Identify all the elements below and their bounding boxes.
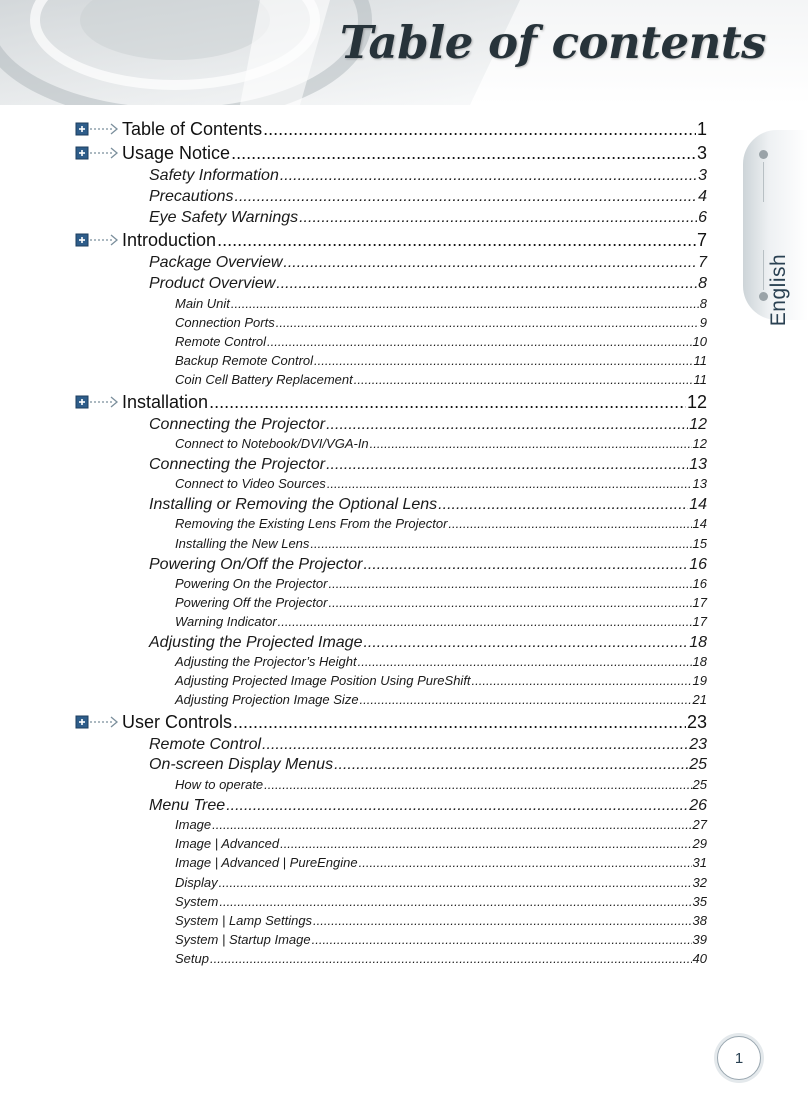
toc-leader-dots	[312, 932, 692, 947]
toc-entry[interactable]	[175, 516, 707, 532]
toc-entry-page: 7	[698, 254, 707, 271]
language-label: English	[767, 253, 790, 327]
toc-entry[interactable]	[149, 188, 707, 206]
toc-entry-page: 17	[692, 595, 707, 610]
toc-entry[interactable]	[175, 296, 707, 312]
tab-dot-top	[759, 150, 768, 159]
toc-leader-dots	[358, 654, 692, 669]
toc-entry-title: Usage Notice	[122, 143, 231, 163]
toc-entry-title: Menu Tree	[149, 797, 226, 814]
toc-entry[interactable]	[175, 614, 707, 630]
language-tab	[743, 130, 808, 327]
toc-entry[interactable]	[149, 556, 707, 574]
toc-entry-page: 21	[692, 692, 707, 707]
toc-entry-page: 11	[693, 372, 707, 387]
toc-entry-page: 13	[692, 476, 707, 491]
toc-entry-page: 9	[699, 315, 707, 330]
toc-leader-dots	[280, 836, 691, 851]
toc-entry[interactable]	[149, 209, 707, 227]
toc-entry-page: 3	[696, 143, 707, 163]
toc-entry-title: User Controls	[122, 712, 233, 732]
toc-entry[interactable]	[175, 334, 707, 350]
toc-entry[interactable]	[175, 436, 707, 452]
toc-leader-dots	[276, 315, 699, 330]
toc-leader-dots	[212, 817, 691, 832]
toc-entry-title: Safety Information	[149, 167, 279, 184]
toc-entry-title: Installing the New Lens	[175, 536, 310, 551]
toc-entry[interactable]	[175, 654, 707, 670]
toc-entry-title: Connecting the Projector	[149, 416, 326, 433]
toc-entry-title: Eye Safety Warnings	[149, 209, 299, 226]
toc-entry[interactable]	[149, 496, 707, 514]
toc-leader-dots	[438, 496, 688, 514]
plus-arrow-icon	[75, 714, 119, 730]
toc-entry-title: Product Overview	[149, 275, 276, 292]
toc-leader-dots	[363, 634, 688, 652]
toc-entry-title: Display	[175, 875, 218, 890]
toc-entry-title: Powering Off the Projector	[175, 595, 328, 610]
toc-leader-dots	[314, 353, 692, 368]
toc-leader-dots	[210, 951, 692, 966]
plus-arrow-icon	[75, 121, 119, 137]
toc-entry-page: 3	[698, 167, 707, 184]
toc-entry[interactable]	[175, 576, 707, 592]
toc-entry-page: 23	[689, 736, 707, 753]
toc-leader-dots	[313, 913, 691, 928]
toc-entry[interactable]	[175, 595, 707, 611]
toc-entry-title: System | Lamp Settings	[175, 913, 313, 928]
toc-entry-page: 18	[689, 634, 707, 651]
toc-entry-page: 18	[692, 654, 707, 669]
toc-entry-title: Powering On the Projector	[175, 576, 328, 591]
toc-leader-dots	[231, 143, 696, 164]
toc-entry[interactable]	[175, 372, 707, 388]
toc-entry-page: 16	[692, 576, 707, 591]
toc-leader-dots	[327, 476, 692, 491]
toc-entry-title: Connect to Notebook/DVI/VGA-In	[175, 436, 369, 451]
toc-leader-dots	[472, 673, 692, 688]
toc-entry-title: System | Startup Image	[175, 932, 311, 947]
toc-entry-page: 12	[686, 392, 707, 412]
toc-entry[interactable]	[122, 143, 707, 163]
toc-entry[interactable]	[149, 254, 707, 272]
toc-entry-title: Installing or Removing the Optional Lens	[149, 496, 438, 513]
toc-leader-dots	[299, 209, 697, 227]
tab-line-bottom	[763, 250, 764, 290]
toc-entry[interactable]	[175, 476, 707, 492]
toc-leader-dots	[263, 119, 696, 140]
toc-leader-dots	[231, 296, 699, 311]
toc-entry-page: 8	[698, 275, 707, 292]
toc-leader-dots	[363, 556, 688, 574]
toc-entry[interactable]	[149, 167, 707, 185]
toc-entry-title: Powering On/Off the Projector	[149, 556, 363, 573]
toc-entry-title: Introduction	[122, 230, 217, 250]
toc-leader-dots	[328, 595, 691, 610]
toc-entry-page: 12	[692, 436, 707, 451]
toc-leader-dots	[267, 334, 691, 349]
toc-leader-dots	[328, 576, 691, 591]
toc-entry[interactable]	[149, 756, 707, 774]
toc-leader-dots	[233, 712, 686, 733]
toc-entry[interactable]	[175, 932, 707, 948]
toc-entry-page: 13	[689, 456, 707, 473]
toc-entry-title: How to operate	[175, 777, 264, 792]
toc-leader-dots	[219, 894, 691, 909]
toc-entry-page: 39	[692, 932, 707, 947]
toc-leader-dots	[283, 254, 697, 272]
toc-entry-title: On-screen Display Menus	[149, 756, 334, 773]
toc-entry-title: Coin Cell Battery Replacement	[175, 372, 353, 387]
toc-entry-page: 16	[689, 556, 707, 573]
toc-entry[interactable]	[149, 797, 707, 815]
toc-entry-title: Package Overview	[149, 254, 283, 271]
toc-entry-page: 4	[698, 188, 707, 205]
toc-entry-title: Main Unit	[175, 296, 230, 311]
plus-arrow-icon	[75, 394, 119, 410]
toc-entry-title: Setup	[175, 951, 209, 966]
toc-entry-page: 12	[689, 416, 707, 433]
toc-entry-page: 8	[699, 296, 707, 311]
toc-leader-dots	[326, 416, 688, 434]
toc-entry[interactable]	[175, 536, 707, 552]
toc-entry[interactable]	[175, 817, 707, 833]
toc-entry-page: 29	[692, 836, 707, 851]
toc-entry-page: 19	[692, 673, 707, 688]
toc-entry[interactable]	[175, 875, 707, 891]
toc-entry-page: 27	[692, 817, 707, 832]
toc-entry-title: Adjusting Projection Image Size	[175, 692, 359, 707]
toc-entry-page: 7	[696, 230, 707, 250]
toc-entry-page: 14	[692, 516, 707, 531]
toc-entry[interactable]	[149, 456, 707, 474]
toc-entry[interactable]	[122, 119, 707, 139]
toc-entry-page: 38	[692, 913, 707, 928]
toc-entry[interactable]	[175, 777, 707, 793]
toc-entry-title: Removing the Existing Lens From the Projector	[175, 516, 448, 531]
toc-entry-title: Backup Remote Control	[175, 353, 314, 368]
toc-entry-page: 35	[692, 894, 707, 909]
toc-leader-dots	[226, 797, 688, 815]
toc-entry-title: Installation	[122, 392, 209, 412]
toc-entry-page: 6	[698, 209, 707, 226]
toc-leader-dots	[326, 456, 688, 474]
toc-entry-page: 23	[686, 712, 707, 732]
plus-arrow-icon	[75, 145, 119, 161]
toc-entry-page: 25	[692, 777, 707, 792]
toc-entry-title: System	[175, 894, 219, 909]
toc-entry-page: 25	[689, 756, 707, 773]
toc-entry-title: Image | Advanced	[175, 836, 280, 851]
toc-leader-dots	[370, 436, 692, 451]
toc-entry[interactable]	[122, 230, 707, 250]
toc-entry-page: 40	[692, 951, 707, 966]
toc-entry-title: Table of Contents	[122, 119, 263, 139]
toc-entry[interactable]	[175, 894, 707, 910]
toc-entry-title: Adjusting the Projector’s Height	[175, 654, 357, 669]
toc-entry[interactable]	[149, 416, 707, 434]
toc-entry[interactable]	[175, 855, 707, 871]
toc-entry[interactable]	[175, 692, 707, 708]
toc-entry-page: 32	[692, 875, 707, 890]
toc-entry[interactable]	[122, 712, 707, 732]
toc-entry-page: 17	[692, 614, 707, 629]
toc-leader-dots	[310, 536, 691, 551]
plus-arrow-icon	[75, 232, 119, 248]
page-number: 1	[717, 1036, 761, 1080]
toc-leader-dots	[360, 692, 692, 707]
toc-entry-page: 31	[692, 855, 707, 870]
toc-entry-title: Precautions	[149, 188, 234, 205]
page-title: Table of contents	[339, 16, 766, 69]
toc-entry[interactable]	[122, 392, 707, 412]
toc-entry[interactable]	[175, 315, 707, 331]
toc-entry[interactable]	[175, 913, 707, 929]
toc-entry-page: 26	[689, 797, 707, 814]
toc-entry-title: Warning Indicator	[175, 614, 277, 629]
toc-entry-page: 14	[689, 496, 707, 513]
toc-leader-dots	[219, 875, 692, 890]
tab-line-top	[763, 162, 764, 202]
toc-entry-page: 15	[692, 536, 707, 551]
toc-leader-dots	[280, 167, 697, 185]
toc-entry[interactable]	[149, 634, 707, 652]
header-banner	[0, 0, 808, 105]
toc-entry-title: Image	[175, 817, 212, 832]
toc-entry-page: 10	[692, 334, 707, 349]
toc-leader-dots	[359, 855, 692, 870]
toc-entry[interactable]	[149, 275, 707, 293]
toc-entry-title: Remote Control	[175, 334, 267, 349]
toc-leader-dots	[334, 756, 688, 774]
toc-leader-dots	[276, 275, 697, 293]
toc-entry-title: Adjusting Projected Image Position Using PureShift	[175, 673, 471, 688]
toc-entry-title: Image | Advanced | PureEngine	[175, 855, 358, 870]
toc-entry-title: Adjusting the Projected Image	[149, 634, 363, 651]
toc-leader-dots	[264, 777, 691, 792]
toc-entry-title: Connection Ports	[175, 315, 275, 330]
toc-entry-title: Remote Control	[149, 736, 262, 753]
toc-entry[interactable]	[175, 951, 707, 967]
toc-entry-title: Connect to Video Sources	[175, 476, 326, 491]
toc-entry-title: Connecting the Projector	[149, 456, 326, 473]
toc-entry[interactable]	[175, 836, 707, 852]
toc-entry[interactable]	[175, 353, 707, 369]
toc-entry[interactable]	[149, 736, 707, 754]
toc-entry-page: 1	[696, 119, 707, 139]
toc-leader-dots	[235, 188, 698, 206]
toc-leader-dots	[278, 614, 692, 629]
toc-leader-dots	[354, 372, 693, 387]
toc-leader-dots	[262, 736, 688, 754]
toc-entry-page: 11	[693, 353, 707, 368]
toc-leader-dots	[217, 230, 696, 251]
toc-entry[interactable]	[175, 673, 707, 689]
toc-leader-dots	[209, 392, 686, 413]
toc-leader-dots	[448, 516, 691, 531]
